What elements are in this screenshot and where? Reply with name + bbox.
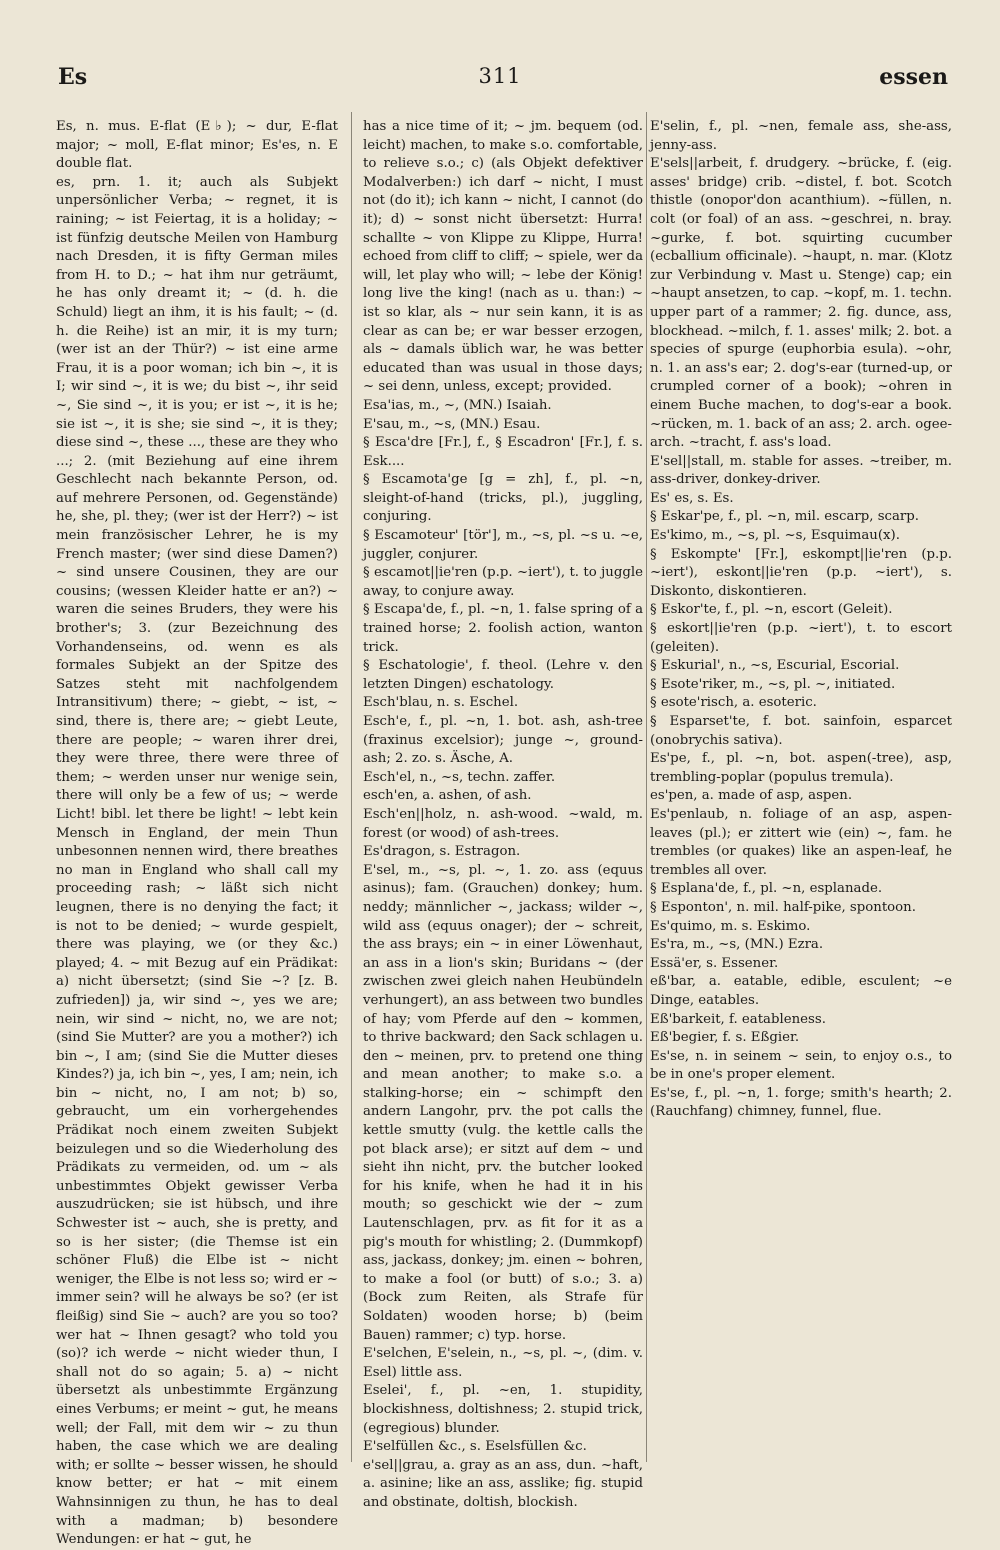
dictionary-entry: Essä'er, s. Essener. <box>650 955 779 971</box>
dictionary-entry: Es'pe, f., pl. ~n, bot. aspen(-tree), asp, trembling-poplar (populus tremula). <box>650 751 952 785</box>
dictionary-entry: Esch'en||holz, n. ash-wood. ~wald, m. forest (or wood) of ash-trees. <box>363 806 643 841</box>
dictionary-entry: Eß'begier, f. s. Eßgier. <box>650 1030 800 1046</box>
dictionary-entry: esch'en, a. ashen, of ash. <box>363 788 532 804</box>
dictionary-entry: § eskort||ie'ren (p.p. ~iert'), t. to escort (geleiten). <box>650 621 952 655</box>
dictionary-entry: es, prn. 1. it; auch als Subjekt unpersönlicher Verba; ~ regnet, it is raining; ~ ist Feiertag, it is a holiday; ~ ist fünfzig deutsche Meilen von Hamburg nach Dresden, it is fifty German miles from H. to D.; ~ hat ihm nur geträumt, he has only dreamt it; ~ (d. h. die Schuld) liegt an ihm, it is his fault; ~ (d. h. die Reihe) ist an mir, it is my turn; (wer ist an der Thür?) ~ ist eine arme Frau, it is a poor woman; ich bin ~, it is I; wir sind ~, it is we; du bist ~, ihr seid ~, Sie sind ~, it is you; er ist ~, it is he; sie ist ~, it is she; sie sind ~, it is they; diese sind ~, these ..., these are they who ...; 2. (mit Beziehung auf eine ihrem Geschlecht nach bekannte Person, od. auf mehrere Personen, od. Gegenstände) he, she, pl. they; (wer ist der Herr?) ~ ist mein französischer Lehrer, he is my French master; (wer sind diese Damen?) ~ sind unsere Cousinen, they are our cousins; (wessen Kleider hatte er an?) ~ waren die seines Bruders, they were his brother's; 3. (zur Bezeichnung des Vorhandenseins, od. wenn es als formales Subjekt an der Spitze des Satzes steht mit nachfolgendem Intransitivum) there; ~ giebt, ~ ist, ~ sind, there is, there are; ~ giebt Leute, there are people; ~ waren ihrer drei, they were three, there were three of them; ~ werden unser nur wenige sein, there will only be a few of us; ~ werde Licht! bibl. let there be light! ~ lebt kein Mensch in England, der mein Thun unbesonnen nennen wird, there breathes no man in England who shall call my proceeding rash; ~ läßt sich nicht leugnen, there is no denying the fact; it is not to be denied; ~ wurde gespielt, there was playing, we (or they &c.) played; 4. ~ mit Bezug auf ein Prädikat: a) nicht übersetzt; (sind Sie ~? [z. B. zufrieden]) ja, wir sind ~, yes we are; nein, wir sind ~ nicht, no, we are not; (sind Sie Mutter? are you a mother?) ich bin ~, I am; (sind Sie die Mutter dieses Kindes?) ja, ich bin ~, yes, I am; nein, ich bin ~ nicht, no, I am not; b) so, gebraucht, um ein vorhergehendes Prädikat noch einem zweiten Subjekt beizulegen und so die Wiederholung des Prädikats zu vermeiden, od. um ~ als unbestimmtes Objekt gewisser Verba auszudrücken; sie ist hübsch, und ihre Schwester ist ~ auch, she is pretty, and so is her sister; (die Themse ist ein schöner Fluß) die Elbe ist ~ nicht weniger, the Elbe is not less so; wird er ~ immer sein? will he always be so? (er ist fleißig) sind Sie ~ auch? are you so too? wer hat ~ Ihnen gesagt? who told you (so)? ich werde ~ nicht wieder thun, I shall not do so again; 5. a) ~ nicht übersetzt als unbestimmte Ergänzung eines Verbums; er meint ~ gut, he means well; der Fall, mit dem wir ~ zu thun haben, the case which we are dealing with; er sollte ~ besser wissen, he should know better; er hat ~ mit einem Wahnsinnigen zu thun, he has to deal with a madman; b) besondere Wendungen: er hat ~ gut, he <box>56 174 338 1548</box>
dictionary-entry: § Esponton', n. mil. half-pike, spontoon. <box>650 899 916 915</box>
page-number: 311 <box>478 64 522 88</box>
dictionary-entry: eß'bar, a. eatable, edible, esculent; ~e Dinge, eatables. <box>650 974 952 1008</box>
dictionary-entry: Esch'el, n., ~s, techn. zaffer. <box>363 769 556 785</box>
dictionary-entry: Eselei', f., pl. ~en, 1. stupidity, blockishness, doltishness; 2. stupid trick, (egregious) blunder. <box>363 1383 643 1436</box>
dictionary-entry: Es'kimo, m., ~s, pl. ~s, Esquimau(x). <box>650 528 900 544</box>
dictionary-entry: Es'dragon, s. Estragon. <box>363 844 521 860</box>
dictionary-entry: § Eskompte' [Fr.], eskompt||ie'ren (p.p. ~iert'), eskont||ie'ren (p.p. ~iert'), s. Diskonto, diskontieren. <box>650 546 952 599</box>
dictionary-entry: Eß'barkeit, f. eatableness. <box>650 1011 826 1027</box>
dictionary-entry: § Eskor'te, f., pl. ~n, escort (Geleit). <box>650 602 893 618</box>
column-3 <box>650 118 952 1498</box>
dictionary-entry: § Esote'riker, m., ~s, pl. ~, initiated. <box>650 676 896 692</box>
dictionary-entry: § Eskar'pe, f., pl. ~n, mil. escarp, scarp. <box>650 509 919 525</box>
dictionary-entry: e'sel||grau, a. gray as an ass, dun. ~haft, a. asinine; like an ass, asslike; fig. stupid and obstinate, doltish, blockish. <box>363 1457 643 1510</box>
dictionary-entry: Esa'ias, m., ~, (MN.) Isaiah. <box>363 397 552 413</box>
column-1 <box>56 118 338 1548</box>
dictionary-entry: es'pen, a. made of asp, aspen. <box>650 788 853 804</box>
dictionary-entry: Esch'blau, n. s. Eschel. <box>363 695 519 711</box>
dictionary-entry: E'sel, m., ~s, pl. ~, 1. zo. ass (equus asinus); fam. (Grauchen) donkey; hum. neddy; männlicher ~, jackass; wilder ~, wild ass (equus onager); der ~ schreit, the ass brays; ein ~ in einer Löwenhaut, an ass in a lion's skin; Buridans ~ (der zwischen zwei gleich nahen Heubündeln verhungert), an ass between two bundles of hay; vom Pferde auf den ~ kommen, to thrive backward; den Sack schlagen u. den ~ meinen, prv. to pretend one thing and mean another; to make s.o. a stalking-horse; ein ~ schimpft den andern Langohr, prv. the pot calls the kettle smutty (vulg. the kettle calls the pot black arse); er sitzt auf dem ~ und sieht ihn nicht, prv. the butcher looked for his knife, when he had it in his mouth; so geschickt wie der ~ zum Lautenschlagen, prv. as fit for it as a pig's mouth for whistling; 2. (Dummkopf) ass, jackass, donkey; jm. einen ~ bohren, to make a fool (or butt) of s.o.; 3. a) (Bock zum Reiten, als Strafe für Soldaten) wooden horse; b) (beim Bauen) rammer; c) typ. horse. <box>363 862 643 1343</box>
dictionary-entry: has a nice time of it; ~ jm. bequem (od. leicht) machen, to make s.o. comfortable, to relieve s.o.; c) (als Objekt defektiver Modalverben:) ich darf ~ nicht, I must not (do it); ich kann ~ nicht, I cannot (do it); d) ~ sonst nicht übersetzt: Hurra! schallte ~ von Klippe zu Klippe, Hurra! echoed from cliff to cliff; ~ spiele, wer da will, let play who will; ~ lebe der König! long live the king! (nach as u. than:) ~ ist so klar, als ~ nur sein kann, it is as clear as can be; er war besser erzogen, als ~ damals üblich war, he was better educated than was usual in those days; ~ sei denn, unless, except; provided. <box>363 119 643 395</box>
dictionary-entry: Es, n. mus. E-flat (E♭); ~ dur, E-flat major; ~ moll, E-flat minor; Es'es, n. E double flat. <box>56 119 338 172</box>
dictionary-entry: § Esparset'te, f. bot. sainfoin, esparcet (onobrychis sativa). <box>650 714 952 748</box>
dictionary-entry: Es'se, n. in seinem ~ sein, to enjoy o.s., to be in one's proper element. <box>650 1048 952 1083</box>
dictionary-entry: Es'quimo, m. s. Eskimo. <box>650 918 811 934</box>
dictionary-entry: § escamot||ie'ren (p.p. ~iert'), t. to juggle away, to conjure away. <box>363 565 643 599</box>
dictionary-entry: § Esca'dre [Fr.], f., § Escadron' [Fr.], f. s. Esk.... <box>363 435 643 469</box>
dictionary-entry: E'sau, m., ~s, (MN.) Esau. <box>363 416 541 432</box>
dictionary-entry: E'sels||arbeit, f. drudgery. ~brücke, f. (eig. asses' bridge) crib. ~distel, f. bot. Scotch thistle (onopor'don acanthium). ~füllen, n. colt (or foal) of an ass. ~geschrei, n. bray. ~gurke, f. bot. squirting cucumber (ecballium officinale). ~haupt, n. mar. (Klotz zur Verbindung v. Mast u. Stenge) cap; ein ~haupt ansetzen, to cap. ~kopf, m. 1. techn. upper part of a rammer; 2. fig. dunce, ass, blockhead. ~milch, f. 1. asses' milk; 2. bot. a species of spurge (euphorbia esula). ~ohr, n. 1. an ass's ear; 2. dog's-ear (turned-up, or crumpled corner of a book); ~ohren in einem Buche machen, to dog's-ear a book. ~rücken, m. 1. back of an ass; 2. arch. ogee-arch. ~tracht, f. ass's load. <box>650 156 952 451</box>
dictionary-entry: Es'ra, m., ~s, (MN.) Ezra. <box>650 937 824 953</box>
dictionary-entry: § Esplana'de, f., pl. ~n, esplanade. <box>650 881 883 897</box>
dictionary-entry: § esote'risch, a. esoteric. <box>650 695 817 711</box>
dictionary-entry: Es' es, s. Es. <box>650 490 734 506</box>
dictionary-entry: Es'penlaub, n. foliage of an asp, aspen-leaves (pl.); er zittert wie (ein) ~, fam. he trembles (or quakes) like an aspen-leaf, he trembles all over. <box>650 806 952 878</box>
dictionary-entry: § Eskurial', n., ~s, Escurial, Escorial. <box>650 658 900 674</box>
dictionary-entry: § Escamota'ge [g = zh], f., pl. ~n, sleight-of-hand (tricks, pl.), juggling, conjuring. <box>363 472 643 525</box>
dictionary-entry: Esch'e, f., pl. ~n, 1. bot. ash, ash-tree (fraxinus excelsior); junge ~, ground-ash; 2. zo. s. Äsche, A. <box>363 714 643 767</box>
column-divider <box>351 112 352 1462</box>
guide-word-right: essen <box>879 64 948 90</box>
guide-word-left: Es <box>58 64 88 90</box>
dictionary-entry: E'selchen, E'selein, n., ~s, pl. ~, (dim. v. Esel) little ass. <box>363 1346 643 1380</box>
column-2 <box>363 118 643 1510</box>
dictionary-entry: E'selin, f., pl. ~nen, female ass, she-ass, jenny-ass. <box>650 119 952 153</box>
column-divider <box>646 112 647 1462</box>
dictionary-entry: § Escapa'de, f., pl. ~n, 1. false spring of a trained horse; 2. foolish action, wanton trick. <box>363 602 643 655</box>
dictionary-entry: § Escamoteur' [tör'], m., ~s, pl. ~s u. ~e, juggler, conjurer. <box>363 528 643 562</box>
dictionary-entry: E'sel||stall, m. stable for asses. ~treiber, m. ass-driver, donkey-driver. <box>650 453 952 488</box>
dictionary-entry: Es'se, f., pl. ~n, 1. forge; smith's hearth; 2. (Rauchfang) chimney, funnel, flue. <box>650 1085 952 1120</box>
dictionary-entry: E'selfüllen &c., s. Eselsfüllen &c. <box>363 1439 587 1455</box>
dictionary-entry: § Eschatologie', f. theol. (Lehre v. den letzten Dingen) eschatology. <box>363 658 643 692</box>
